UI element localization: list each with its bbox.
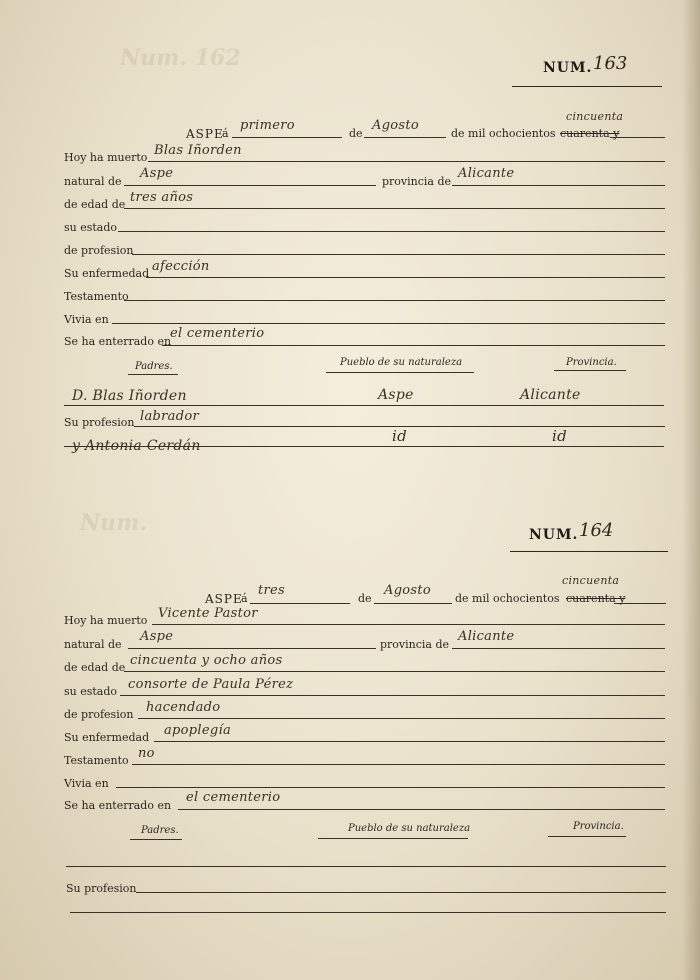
enterrado-label: Se ha enterrado en bbox=[64, 799, 172, 812]
father-line bbox=[64, 405, 664, 406]
number-underline bbox=[512, 86, 662, 87]
estado-line bbox=[118, 231, 665, 232]
enterrado-line bbox=[162, 345, 665, 346]
pueblo-header: Pueblo de su naturaleza bbox=[348, 823, 471, 834]
day-handwritten: tres bbox=[258, 583, 286, 598]
hoy-ha-muerto-label: Hoy ha muerto bbox=[64, 151, 148, 164]
a-label: á bbox=[222, 127, 229, 140]
entry-number-label: NUM. bbox=[529, 527, 579, 543]
entry-number-value: 163 bbox=[593, 53, 628, 74]
decade-correction: cincuenta bbox=[566, 110, 624, 123]
edad-line bbox=[124, 208, 665, 209]
father-profesion: labrador bbox=[140, 409, 199, 424]
edad-handwritten: cincuenta y ocho años bbox=[130, 653, 283, 668]
padres-header: Padres. bbox=[135, 361, 173, 372]
provincia-line bbox=[452, 648, 665, 649]
profesion-line bbox=[138, 718, 665, 719]
year-line bbox=[610, 137, 665, 138]
month-handwritten: Agosto bbox=[384, 583, 432, 598]
deceased-name: Blas Iñorden bbox=[154, 143, 242, 158]
day-line bbox=[250, 603, 350, 604]
enterrado-handwritten: el cementerio bbox=[186, 790, 281, 805]
profesion-label: de profesion bbox=[64, 708, 134, 721]
pueblo-header-underline bbox=[326, 372, 474, 373]
padres-header-underline bbox=[128, 374, 178, 375]
enfermedad-label: Su enfermedad bbox=[64, 731, 150, 744]
hoy-ha-muerto-label: Hoy ha muerto bbox=[64, 614, 148, 627]
vivia-line bbox=[112, 323, 665, 324]
day-handwritten: primero bbox=[240, 118, 295, 133]
a-label: á bbox=[241, 592, 248, 605]
su-profesion-line bbox=[136, 892, 666, 893]
profesion-line bbox=[132, 254, 665, 255]
entry-number-value: 164 bbox=[579, 520, 614, 541]
provincia-de-label: provincia de bbox=[380, 638, 450, 651]
deceased-line bbox=[152, 624, 665, 625]
testamento-label: Testamento bbox=[64, 754, 129, 767]
mother-provincia: id bbox=[552, 427, 567, 445]
natural-line bbox=[128, 648, 376, 649]
estado-label: su estado bbox=[64, 221, 118, 234]
day-line bbox=[232, 137, 342, 138]
mother-name: y Antonia Cerdán bbox=[72, 438, 201, 454]
father-name: D. Blas Iñorden bbox=[72, 388, 187, 404]
pueblo-header: Pueblo de su naturaleza bbox=[340, 357, 463, 368]
estado-line bbox=[120, 695, 665, 696]
provincia-header-underline bbox=[548, 836, 626, 837]
natural-handwritten: Aspe bbox=[140, 166, 174, 181]
father-pueblo: Aspe bbox=[378, 387, 414, 403]
provincia-de-label: provincia de bbox=[382, 175, 452, 188]
number-underline bbox=[510, 551, 668, 552]
edad-line bbox=[124, 671, 665, 672]
cuarenta-y-struck: cuarenta y bbox=[566, 592, 626, 605]
natural-de-label: natural de bbox=[64, 638, 122, 651]
de-label: de bbox=[349, 127, 363, 140]
pueblo-header-underline bbox=[318, 838, 468, 839]
natural-handwritten: Aspe bbox=[140, 629, 174, 644]
provincia-handwritten: Alicante bbox=[458, 166, 515, 181]
de-label: de bbox=[358, 592, 372, 605]
vivia-label: Vivia en bbox=[64, 777, 109, 790]
testamento-handwritten: no bbox=[138, 746, 155, 761]
enfermedad-line bbox=[146, 277, 665, 278]
decade-correction: cincuenta bbox=[562, 574, 620, 587]
enfermedad-label: Su enfermedad bbox=[64, 267, 150, 280]
father-line bbox=[66, 866, 666, 867]
padres-header-underline bbox=[130, 839, 182, 840]
edad-handwritten: tres años bbox=[130, 190, 194, 205]
edad-label: de edad de bbox=[64, 198, 126, 211]
cuarenta-y-struck: cuarenta y bbox=[560, 127, 620, 140]
year-line bbox=[614, 603, 666, 604]
mother-line bbox=[70, 912, 666, 913]
enfermedad-handwritten: apoplegía bbox=[164, 723, 232, 738]
mother-line bbox=[64, 446, 664, 447]
entry-number-label: NUM. bbox=[543, 60, 593, 76]
provincia-handwritten: Alicante bbox=[458, 629, 515, 644]
estado-handwritten: consorte de Paula Pérez bbox=[128, 677, 294, 692]
mother-pueblo: id bbox=[392, 427, 407, 445]
deceased-line bbox=[148, 161, 665, 162]
faint-show-through-mark: Num. bbox=[80, 510, 148, 536]
enterrado-handwritten: el cementerio bbox=[170, 326, 265, 341]
profesion-handwritten: hacendado bbox=[146, 700, 221, 715]
vivia-line bbox=[116, 787, 665, 788]
edad-label: de edad de bbox=[64, 661, 126, 674]
enterrado-label: Se ha enterrado en bbox=[64, 335, 172, 348]
enfermedad-handwritten: afección bbox=[152, 259, 210, 274]
provincia-header: Provincia. bbox=[566, 357, 617, 368]
month-handwritten: Agosto bbox=[372, 118, 420, 133]
de-mil-ochocientos-label: de mil ochocientos bbox=[455, 592, 560, 605]
estado-label: su estado bbox=[64, 685, 118, 698]
father-provincia: Alicante bbox=[520, 387, 581, 403]
provincia-header: Provincia. bbox=[573, 821, 624, 832]
aspe-label: ASPE bbox=[186, 127, 224, 141]
padres-header: Padres. bbox=[141, 825, 179, 836]
aspe-label: ASPE bbox=[205, 592, 243, 606]
enfermedad-line bbox=[154, 741, 665, 742]
natural-line bbox=[124, 185, 376, 186]
provincia-header-underline bbox=[554, 370, 626, 371]
provincia-line bbox=[452, 185, 665, 186]
testamento-line bbox=[132, 764, 665, 765]
deceased-name: Vicente Pastor bbox=[158, 606, 258, 621]
natural-de-label: natural de bbox=[64, 175, 122, 188]
su-profesion-label: Su profesion bbox=[64, 416, 135, 429]
faint-show-through-mark: Num. 162 bbox=[120, 45, 241, 71]
month-line bbox=[374, 603, 452, 604]
page-edge-shadow bbox=[682, 0, 700, 980]
month-line bbox=[364, 137, 446, 138]
su-profesion-label: Su profesion bbox=[66, 882, 137, 895]
testamento-line bbox=[124, 300, 665, 301]
vivia-label: Vivia en bbox=[64, 313, 109, 326]
profesion-label: de profesion bbox=[64, 244, 134, 257]
testamento-label: Testamento bbox=[64, 290, 129, 303]
de-mil-ochocientos-label: de mil ochocientos bbox=[451, 127, 556, 140]
enterrado-line bbox=[178, 809, 665, 810]
